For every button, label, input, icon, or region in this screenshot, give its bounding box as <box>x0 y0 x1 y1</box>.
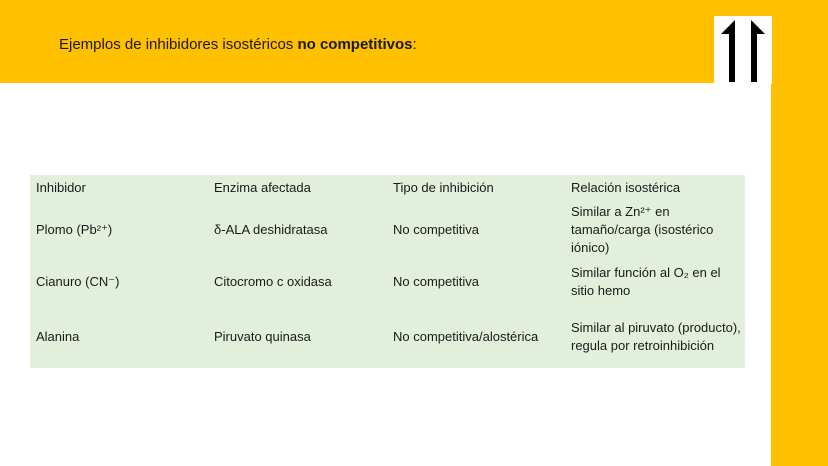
table-cell: Similar a Zn²⁺ en tamaño/carga (isostérico iónico) <box>571 203 714 255</box>
table-cell: Similar función al O₂ en el sitio hemo <box>571 265 721 298</box>
table-cell: Piruvato quinasa <box>214 329 311 344</box>
header-cell: Enzima afectada <box>214 180 311 195</box>
table-cell: Similar al piruvato (producto), regula por retroinhibición <box>571 320 741 353</box>
table-cell: No competitiva <box>393 221 479 237</box>
title-prefix: Ejemplos de inhibidores isostéricos <box>59 36 298 53</box>
table-cell: Alanina <box>36 329 80 344</box>
side-band <box>771 0 828 466</box>
inhibitors-table <box>30 175 745 368</box>
header-cell: Tipo de inhibición <box>393 180 494 195</box>
title-bold: no competitivos <box>297 36 413 53</box>
table-cell: Plomo (Pb²⁺) <box>36 221 113 237</box>
double-up-arrow-logo-icon <box>714 16 772 84</box>
table-cell: Citocromo c oxidasa <box>214 274 332 289</box>
title-suffix: : <box>412 36 417 53</box>
slide-title <box>59 35 417 55</box>
header-cell: Relación isostérica <box>571 180 681 195</box>
table-row <box>30 258 745 306</box>
table-cell: No competitiva/alostérica <box>393 329 539 344</box>
table-cell: Cianuro (CN⁻) <box>36 274 120 289</box>
table-header-row <box>30 175 745 201</box>
header-cell: Inhibidor <box>36 180 86 195</box>
table-cell: δ-ALA deshidratasa <box>214 221 328 237</box>
table-row <box>30 306 745 368</box>
table-row <box>30 201 745 258</box>
table-cell: No competitiva <box>393 274 479 289</box>
